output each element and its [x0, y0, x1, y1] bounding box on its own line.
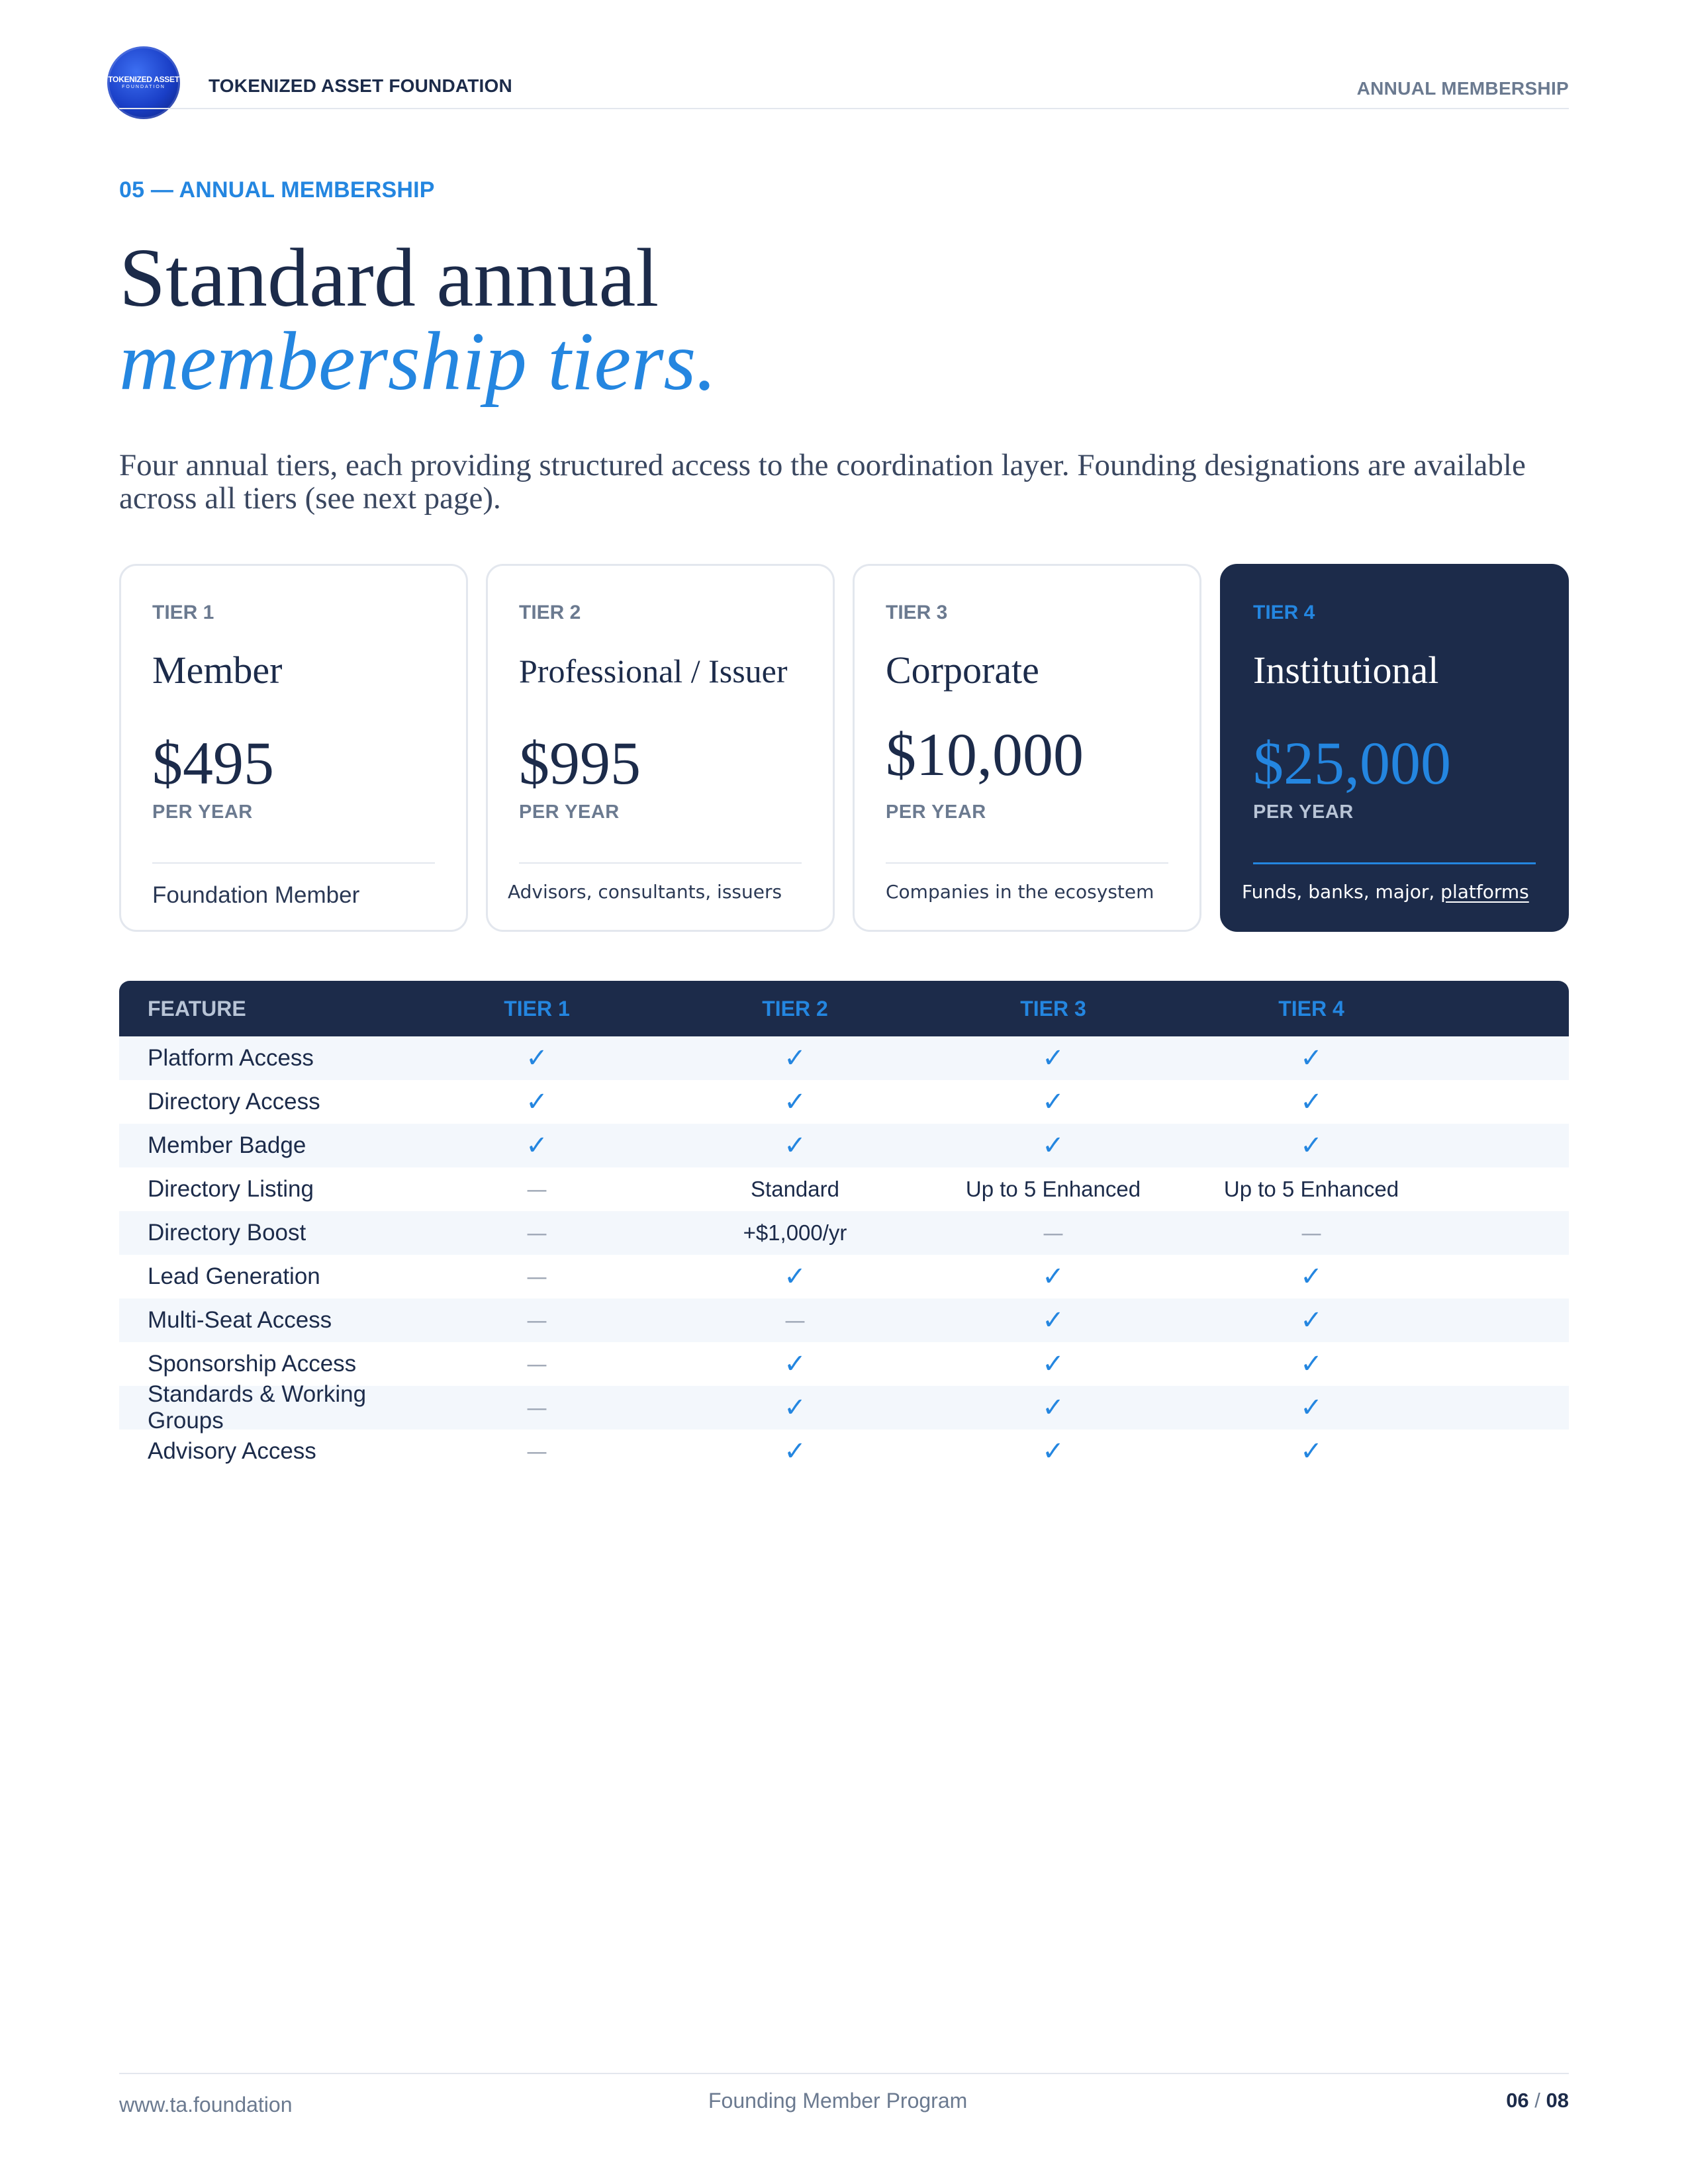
page-title-line2: membership tiers.: [119, 316, 717, 408]
table-body: [119, 1036, 1569, 1473]
section-eyebrow: 05 — ANNUAL MEMBERSHIP: [119, 177, 435, 203]
tier-name: Professional / Issuer: [519, 653, 788, 690]
check-icon: ✓: [1042, 1261, 1064, 1292]
header-section-label: ANNUAL MEMBERSHIP: [1356, 78, 1569, 99]
page-current: 06: [1506, 2089, 1529, 2112]
check-icon: ✓: [1300, 1392, 1323, 1423]
check-icon: ✓: [526, 1087, 548, 1117]
check-icon: ✓: [1042, 1305, 1064, 1336]
table-row: [119, 1167, 1569, 1211]
table-row: [119, 1342, 1569, 1386]
check-icon: ✓: [784, 1392, 806, 1423]
table-row: [119, 1080, 1569, 1124]
not-included-dash: —: [526, 1308, 547, 1333]
feature-name: Directory Boost: [148, 1220, 306, 1246]
not-included-dash: —: [784, 1308, 806, 1333]
feature-name: Member Badge: [148, 1132, 306, 1158]
feature-name: Platform Access: [148, 1045, 314, 1071]
header-divider: [119, 108, 1569, 109]
check-icon: ✓: [526, 1043, 548, 1073]
not-included-dash: —: [1043, 1220, 1064, 1246]
feature-value: +$1,000/yr: [743, 1220, 847, 1245]
check-icon: ✓: [784, 1087, 806, 1117]
tier-price: $995: [519, 729, 641, 797]
not-included-dash: —: [526, 1220, 547, 1246]
not-included-dash: —: [1301, 1220, 1322, 1246]
check-icon: ✓: [1300, 1305, 1323, 1336]
page-separator: /: [1528, 2089, 1546, 2112]
check-icon: ✓: [1042, 1043, 1064, 1073]
platforms-link[interactable]: platforms: [1440, 881, 1529, 903]
feature-name: Lead Generation: [148, 1263, 320, 1289]
feature-name: Standards & Working Groups: [148, 1381, 367, 1433]
check-icon: ✓: [1300, 1130, 1323, 1161]
tier-price: $25,000: [1253, 729, 1451, 797]
table-row: [119, 1381, 1569, 1433]
feature-name: Directory Access: [148, 1089, 320, 1115]
logo-text-line1: TOKENIZED ASSET: [108, 75, 179, 84]
card-divider: [519, 862, 802, 864]
table-row: [119, 1255, 1569, 1298]
check-icon: ✓: [1042, 1349, 1064, 1379]
header-tier-1: TIER 1: [504, 996, 570, 1021]
tier-card-corporate: [853, 564, 1201, 932]
check-icon: ✓: [1042, 1392, 1064, 1423]
not-included-dash: —: [526, 1395, 547, 1420]
logo-text-line2: FOUNDATION: [122, 85, 165, 89]
card-divider: [886, 862, 1168, 864]
tier-card-professional: [486, 564, 835, 932]
tier-period: PER YEAR: [886, 801, 986, 823]
tier-audience: Advisors, consultants, issuers: [508, 881, 782, 903]
card-divider: [152, 862, 435, 864]
header-tier-2: TIER 2: [762, 996, 828, 1021]
feature-value: Up to 5 Enhanced: [965, 1177, 1141, 1201]
tier-audience-text: Funds, banks, major,: [1242, 881, 1441, 903]
tier-label: TIER 3: [886, 602, 948, 623]
footer-divider: [119, 2073, 1569, 2074]
tier-price: $10,000: [886, 721, 1084, 788]
footer-program: Founding Member Program: [708, 2089, 968, 2113]
table-header-row: [119, 981, 1569, 1036]
page-title-line1: Standard annual: [119, 232, 659, 324]
card-divider: [1253, 862, 1536, 864]
feature-value: Standard: [751, 1177, 839, 1201]
check-icon: ✓: [784, 1349, 806, 1379]
check-icon: ✓: [1300, 1436, 1323, 1467]
tier-card-institutional: [1220, 564, 1569, 932]
feature-name: Sponsorship Access: [148, 1351, 357, 1377]
tier-audience: Foundation Member: [152, 882, 360, 908]
check-icon: ✓: [1042, 1436, 1064, 1467]
table-row: [119, 1124, 1569, 1167]
intro-paragraph: Four annual tiers, each providing structured access to the coordination layer. Founding designations are available across all tiers (see next page).: [119, 448, 1526, 516]
not-included-dash: —: [526, 1177, 547, 1202]
check-icon: ✓: [1042, 1087, 1064, 1117]
feature-value: Up to 5 Enhanced: [1223, 1177, 1399, 1201]
header-feature: FEATURE: [148, 996, 246, 1021]
header-tier-4: TIER 4: [1278, 996, 1344, 1021]
table-row: [119, 1036, 1569, 1080]
tier-card-member: [119, 564, 468, 932]
tier-audience: [1242, 881, 1554, 903]
check-icon: ✓: [1300, 1349, 1323, 1379]
feature-name: Advisory Access: [148, 1438, 316, 1464]
feature-name: Multi-Seat Access: [148, 1307, 332, 1333]
tier-label: TIER 4: [1253, 602, 1315, 623]
table-row: [119, 1430, 1569, 1473]
tier-label: TIER 1: [152, 602, 214, 623]
tier-period: PER YEAR: [152, 801, 253, 823]
check-icon: ✓: [1300, 1261, 1323, 1292]
feature-comparison-table: [119, 981, 1569, 1473]
check-icon: ✓: [1300, 1043, 1323, 1073]
check-icon: ✓: [784, 1261, 806, 1292]
page-number: [1506, 2089, 1569, 2113]
not-included-dash: —: [526, 1439, 547, 1464]
tier-label: TIER 2: [519, 602, 581, 623]
tier-period: PER YEAR: [1253, 801, 1354, 823]
organization-name: TOKENIZED ASSET FOUNDATION: [209, 75, 512, 96]
not-included-dash: —: [526, 1264, 547, 1289]
header-tier-3: TIER 3: [1020, 996, 1086, 1021]
footer-website: www.ta.foundation: [119, 2093, 293, 2116]
not-included-dash: —: [526, 1351, 547, 1377]
tier-audience: Companies in the ecosystem: [886, 881, 1154, 903]
table-row: [119, 1298, 1569, 1342]
check-icon: ✓: [1300, 1087, 1323, 1117]
feature-name: Directory Listing: [148, 1176, 314, 1202]
check-icon: ✓: [1042, 1130, 1064, 1161]
check-icon: ✓: [526, 1130, 548, 1161]
tier-price: $495: [152, 729, 274, 797]
check-icon: ✓: [784, 1043, 806, 1073]
tier-name: Institutional: [1253, 649, 1439, 692]
table-row: [119, 1211, 1569, 1255]
check-icon: ✓: [784, 1130, 806, 1161]
tier-name: Member: [152, 649, 283, 692]
check-icon: ✓: [784, 1436, 806, 1467]
page-total: 08: [1546, 2089, 1569, 2112]
tier-name: Corporate: [886, 649, 1039, 692]
tier-period: PER YEAR: [519, 801, 620, 823]
